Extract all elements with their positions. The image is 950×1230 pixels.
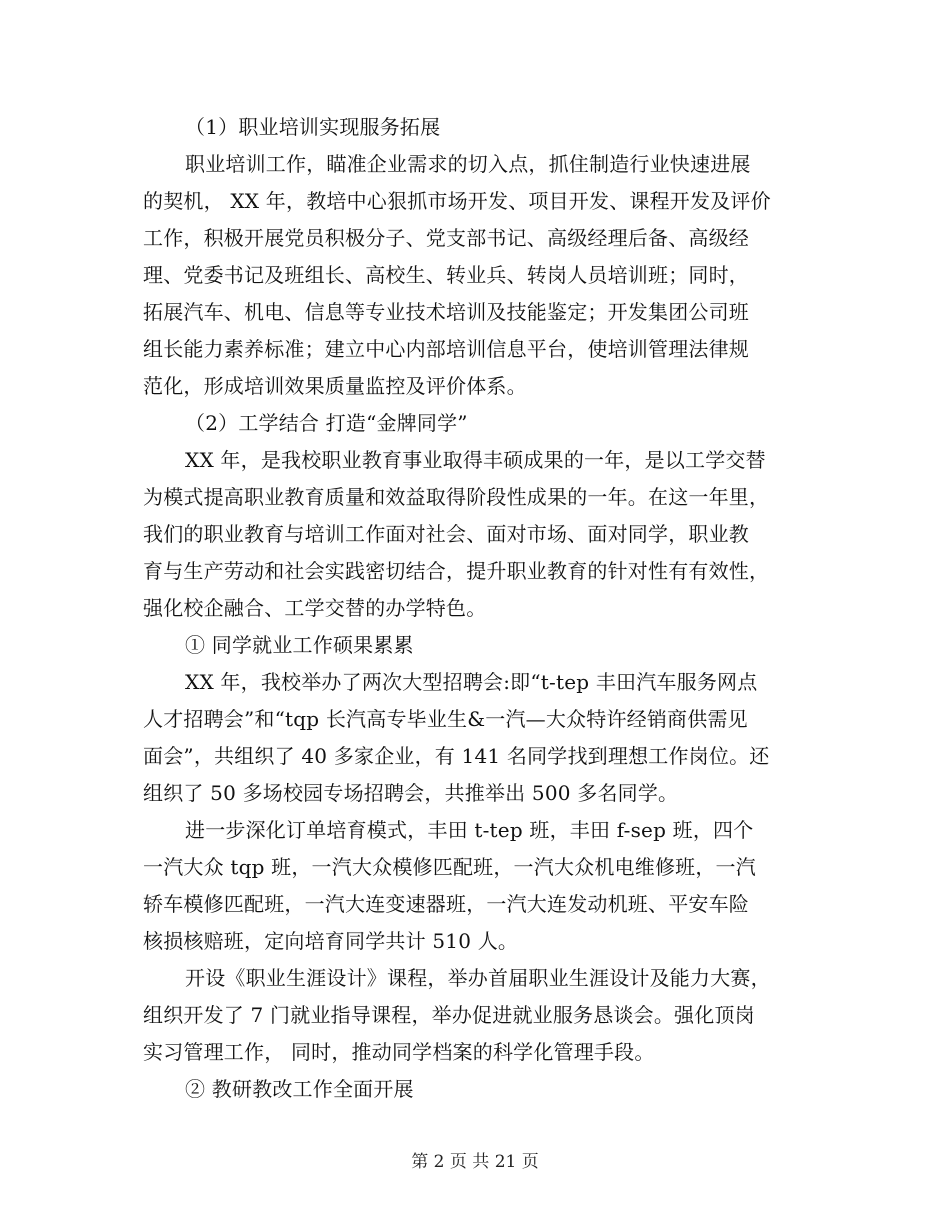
paragraph-line: XX 年，是我校职业教育事业取得丰硕成果的一年，是以工学交替	[185, 448, 766, 472]
paragraph-line: 范化，形成培训效果质量监控及评价体系。	[143, 374, 527, 398]
paragraph-line: XX 年，我校举办了两次大型招聘会:即“t-tep 丰田汽车服务网点	[185, 670, 758, 694]
paragraph-line: 为模式提高职业教育质量和效益取得阶段性成果的一年。在这一年里，	[143, 485, 770, 509]
paragraph-line: 人才招聘会”和“tqp 长汽高专毕业生&一汽—大众特许经销商供需见	[143, 707, 748, 731]
paragraph-line: 我们的职业教育与培训工作面对社会、面对市场、面对同学，职业教	[143, 522, 749, 546]
paragraph-line: 组长能力素养标准；建立中心内部培训信息平台，使培训管理法律规	[143, 337, 749, 361]
paragraph-line: 轿车模修匹配班，一汽大连变速器班，一汽大连发动机班、平安车险	[143, 892, 749, 916]
paragraph-line: 实习管理工作， 同时，推动同学档案的科学化管理手段。	[143, 1040, 655, 1064]
paragraph-line: 核损核赔班，定向培育同学共计 510 人。	[143, 929, 519, 953]
paragraph-line: 进一步深化订单培育模式，丰田 t-tep 班，丰田 f-sep 班，四个	[185, 818, 754, 842]
paragraph-line: 组织了 50 多场校园专场招聘会，共推举出 500 多名同学。	[143, 781, 679, 805]
paragraph-line: 一汽大众 tqp 班，一汽大众模修匹配班，一汽大众机电维修班，一汽	[143, 855, 756, 879]
paragraph-line: 的契机， XX 年，教培中心狠抓市场开发、项目开发、课程开发及评价	[143, 189, 771, 213]
paragraph-line: 面会”，共组织了 40 多家企业，有 141 名同学找到理想工作岗位。还	[143, 744, 770, 768]
paragraph-line: 组织开发了 7 门就业指导课程，举办促进就业服务恳谈会。强化顶岗	[143, 1003, 755, 1027]
section-heading-2: （2）工学结合 打造“金牌同学”	[185, 411, 468, 435]
subsection-heading-1: ① 同学就业工作硕果累累	[185, 633, 414, 657]
paragraph-line: 育与生产劳动和社会实践密切结合，提升职业教育的针对性有有效性，	[143, 559, 770, 583]
subsection-heading-2: ② 教研教改工作全面开展	[185, 1077, 414, 1101]
paragraph-line: 拓展汽车、机电、信息等专业技术培训及技能鉴定；开发集团公司班	[143, 300, 749, 324]
paragraph-line: 工作，积极开展党员积极分子、党支部书记、高级经理后备、高级经	[143, 226, 749, 250]
paragraph-line: 理、党委书记及班组长、高校生、转业兵、转岗人员培训班；同时，	[143, 263, 749, 287]
page-footer: 第 2 页 共 21 页	[411, 1152, 539, 1172]
section-heading-1: （1）职业培训实现服务拓展	[185, 115, 441, 139]
paragraph-line: 职业培训工作，瞄准企业需求的切入点，抓住制造行业快速进展	[185, 152, 751, 176]
paragraph-line: 强化校企融合、工学交替的办学特色。	[143, 596, 487, 620]
paragraph-line: 开设《职业生涯设计》课程，举办首届职业生涯设计及能力大赛，	[185, 966, 771, 990]
